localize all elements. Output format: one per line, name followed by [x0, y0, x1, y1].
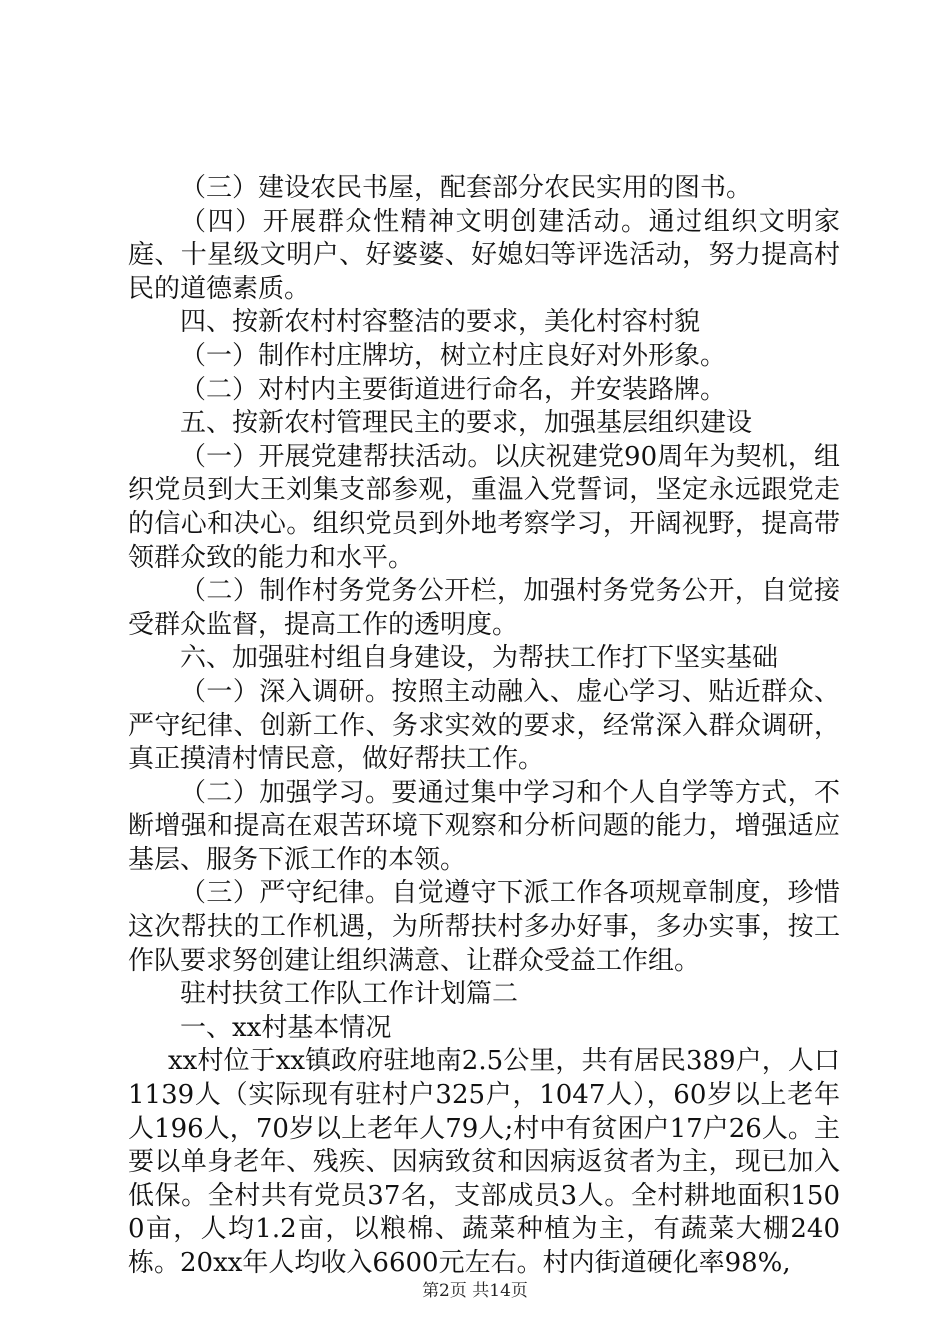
document-body — [128, 172, 840, 1281]
paragraph-3: （一）制作村庄牌坊，树立村庄良好对外形象。 — [180, 340, 727, 371]
paragraph-6: （二）制作村务党务公开栏，加强村务党务公开，自觉接受群众监督，提高工作的透明度。 — [128, 576, 840, 640]
paragraph-8: （二）加强学习。要通过集中学习和个人自学等方式，不断增强和提高在艰苦环境下观察和分析问题的能力，增强适应基层、服务下派工作的本领。 — [128, 777, 840, 875]
section-heading-6: 六、加强驻村组自身建设，为帮扶工作打下坚实基础 — [180, 643, 779, 674]
section-heading-1: 一、xx村基本情况 — [180, 1012, 392, 1043]
section-heading-5: 五、按新农村管理民主的要求，加强基层组织建设 — [180, 408, 753, 439]
page-footer: 第2页 共14页 — [422, 1281, 528, 1301]
section-heading-4: 四、按新农村村容整洁的要求，美化村容村貌 — [180, 307, 701, 338]
paragraph-7: （一）深入调研。按照主动融入、虚心学习、贴近群众、严守纪律、创新工作、务求实效的要求，经常深入群众调研，真正摸清村情民意，做好帮扶工作。 — [128, 676, 840, 775]
paragraph-10: xx村位于xx镇政府驻地南2.5公里，共有居民389户，人口1139人（实际现有驻村户325户，1047人），60岁以上老年人196人，70岁以上老年人79人;村中有贫困户17户26人。主要以单身老年、残疾、因病致贫和因病返贫者为主，现已加入低保。全村共有党员37名，支部成员3人。全村耕地面积1500亩，人均1.2亩，以粮棉、蔬菜种植为主，有蔬菜大棚240栋。20xx年人均收入6600元左右。村内街道硬化率98%, — [128, 1046, 840, 1278]
paragraph-4: （二）对村内主要街道进行命名，并安装路牌。 — [180, 374, 727, 405]
paragraph-5: （一）开展党建帮扶活动。以庆祝建党90周年为契机，组织党员到大王刘集支部参观，重温入党誓词，坚定永远跟党走的信心和决心。组织党员到外地考察学习，开阔视野，提高带领群众致的能力和水平。 — [128, 441, 840, 573]
paragraph-9: （三）严守纪律。自觉遵守下派工作各项规章制度，珍惜这次帮扶的工作机遇，为所帮扶村多办好事，多办实事，按工作队要求努创建让组织满意、让群众受益工作组。 — [128, 878, 840, 976]
paragraph-1: （三）建设农民书屋，配套部分农民实用的图书。 — [180, 173, 753, 203]
paragraph-2: （四）开展群众性精神文明创建活动。通过组织文明家庭、十星级文明户、好婆婆、好媳妇等评选活动，努力提高村民的道德素质。 — [128, 206, 840, 304]
chapter-title: 驻村扶贫工作队工作计划篇二 — [180, 979, 519, 1010]
